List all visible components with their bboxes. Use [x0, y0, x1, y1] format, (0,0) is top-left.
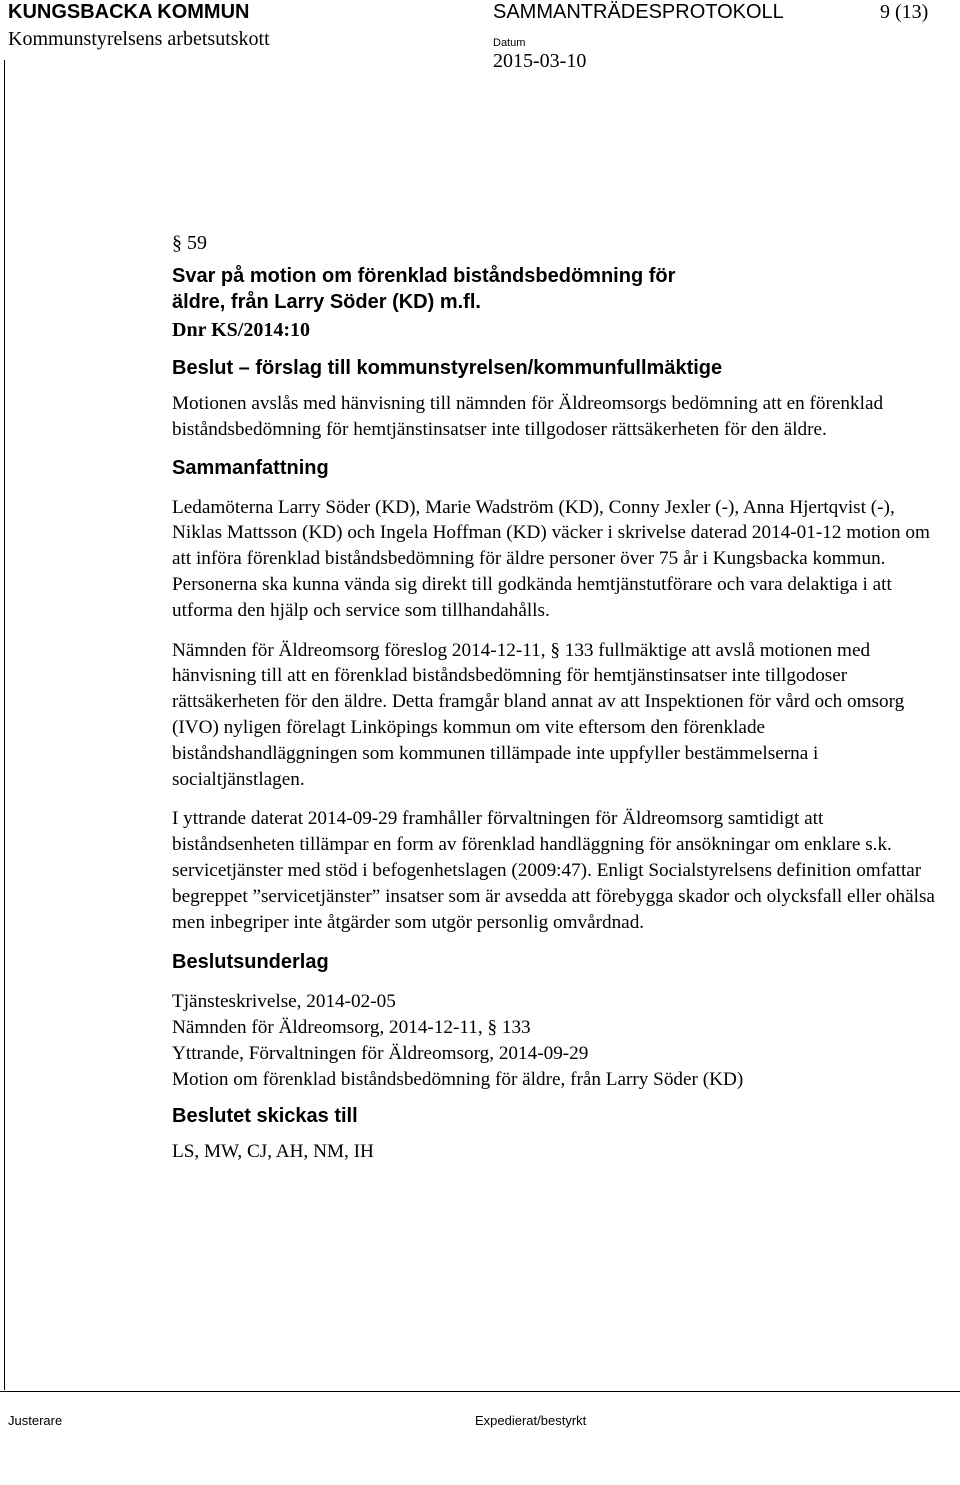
summary-paragraph: Nämnden för Äldreomsorg föreslog 2014-12-11, § 133 fullmäktige att avslå motionen med hänvisning till att en förenklad biståndsbedömning för hemtjänstinsatser inte tillgodoser rättsäkerheten för den äldre. Detta framgår bland annat av att Inspektionen för vård och omsorg (IVO) nyligen förelagt Linköpings kommun om vite eftersom den förenklade biståndshandläggningen som kommunen tillämpade inte uppfyller bestämmelserna i socialtjänstlagen.	[172, 639, 905, 790]
justerare-label: Justerare	[8, 1413, 63, 1428]
paragraph-number: § 59	[172, 232, 207, 254]
case-number: Dnr KS/2014:10	[172, 319, 310, 341]
footer-rule	[0, 1391, 960, 1392]
basis-list-item: Nämnden för Äldreomsorg, 2014-12-11, § 133	[172, 1017, 531, 1039]
recipients: LS, MW, CJ, AH, NM, IH	[172, 1141, 374, 1163]
committee-name: Kommunstyrelsens arbetsutskott	[8, 28, 270, 50]
beslut-text: Motionen avslås med hänvisning till nämnden för Äldreomsorgs bedömning att en förenklad biståndsbedömning för hemtjänstinsatser inte tillgodoser rättsäkerheten för den äldre.	[172, 393, 884, 440]
basis-list-item: Tjänsteskrivelse, 2014-02-05	[172, 991, 396, 1013]
expedierat-label: Expedierat/bestyrkt	[475, 1413, 587, 1428]
protocol-section	[172, 232, 935, 1165]
organization-name: KUNGSBACKA KOMMUN	[8, 1, 250, 23]
basis-list-item: Yttrande, Förvaltningen för Äldreomsorg, 2014-09-29	[172, 1043, 589, 1065]
margin-rule	[4, 60, 5, 1390]
basis-list-item: Motion om förenklad biståndsbedömning för äldre, från Larry Söder (KD)	[172, 1069, 744, 1091]
skickas-heading: Beslutet skickas till	[172, 1105, 358, 1128]
basis-list	[172, 989, 932, 1093]
sammanfattning-heading: Sammanfattning	[172, 456, 329, 479]
section-title: Svar på motion om förenklad biståndsbedömning för äldre, från Larry Söder (KD) m.fl.	[172, 265, 676, 313]
date-label: Datum	[493, 37, 526, 49]
summary-paragraph: I yttrande daterat 2014-09-29 framhåller förvaltningen för Äldreomsorg samtidigt att biståndsenheten tillämpar en form av förenklad handläggning för ansökningar om enklare s.k. servicetjänster med stöd i befogenhetslagen (2009:47). Enligt Socialstyrelsens definition omfattar begreppet ”servicetjänster” insatser som är avsedda att förebygga skador och olycksfall eller ohälsa men inbegriper inte åtgärder som utgör personlig omvårdnad.	[172, 808, 935, 933]
summary-paragraph: Ledamöterna Larry Söder (KD), Marie Wadström (KD), Conny Jexler (-), Anna Hjertqvist (-), Niklas Mattsson (KD) och Ingela Hoffman (KD) väcker i skrivelse daterad 2014-01-12 motion om att införa förenklad biståndsbedömning för äldre personer över 75 år i Kungsbacka kommun. Personerna ska kunna vända sig direkt till godkända hemtjänstutförare och vara delaktiga i att utforma den hjälp och service som tillhandahålls.	[172, 496, 930, 621]
document-type: SAMMANTRÄDESPROTOKOLL	[493, 1, 784, 23]
page-number: 9 (13)	[880, 1, 929, 23]
date-value: 2015-03-10	[493, 50, 587, 72]
beslutsunderlag-heading: Beslutsunderlag	[172, 951, 329, 974]
beslut-heading: Beslut – förslag till kommunstyrelsen/kommunfullmäktige	[172, 357, 723, 379]
